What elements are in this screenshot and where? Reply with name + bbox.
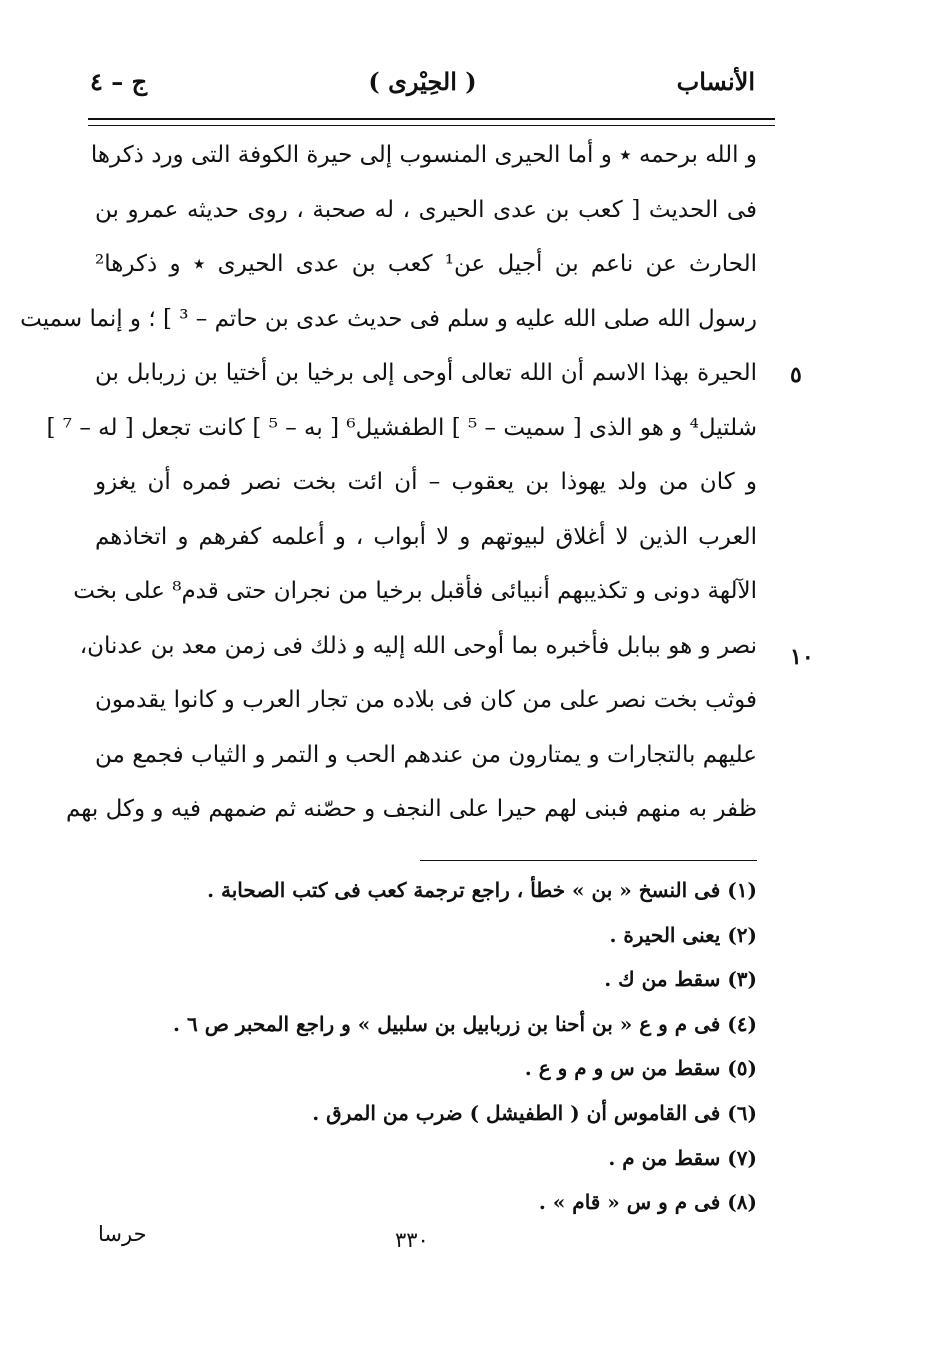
footnote: (٣) سقط من ك . xyxy=(604,967,757,992)
footnote: (٦) فى القاموس أن ( الطفيشل ) ضرب من المرق . xyxy=(312,1100,757,1125)
text-line: شلتيل⁴ و هو الذى [ سميت – ⁵ ] الطفشيل⁶ [ به – ⁵ ] كانت تجعل [ له – ⁷ ] xyxy=(46,414,757,441)
footnote: (٤) فى م و ع « بن أحنا بن زربابيل بن سلبيل » و راجع المحبر ص ٦ . xyxy=(173,1011,757,1036)
text-line: رسول الله صلى الله عليه و سلم فى حديث عدى بن حاتم – ³ ] ؛ و إنما سميت xyxy=(20,305,757,332)
header-volume: ج – ٤ xyxy=(90,67,148,96)
text-line: فى الحديث [ كعب بن عدى الحيرى ، له صحبة ، روى حديثه عمرو بن xyxy=(95,196,757,223)
header-entry-title: ( الحِيْرى ) xyxy=(368,67,477,96)
margin-line-number-5: ٥ xyxy=(790,362,802,388)
text-line: عليهم بالتجارات و يمتارون من عندهم الحب و التمر و الثياب فجمع من xyxy=(95,741,757,768)
text-line: و كان من ولد يهوذا بن يعقوب – أن ائت بخت نصر فمره أن يغزو xyxy=(95,469,757,495)
text-line: الحارث عن ناعم بن أجيل عن¹ كعب بن عدى الحيرى ٭ و ذكرها² xyxy=(95,251,757,277)
margin-line-number-10: ١٠ xyxy=(790,644,814,670)
footnotes xyxy=(137,868,757,1225)
text-line: فوثب بخت نصر على من كان فى بلاده من تجار العرب و كانوا يقدمون xyxy=(95,687,757,713)
text-line: نصر و هو ببابل فأخبره بما أوحى الله إليه و ذلك فى زمن معد بن عدنان، xyxy=(79,632,757,659)
text-line: ظفر به منهم فبنى لهم حيرا على النجف و حصّنه ثم ضمهم فيه و وكل بهم xyxy=(65,796,757,822)
footnote-separator xyxy=(420,860,757,861)
footnote: (٨) فى م و س « قام » . xyxy=(538,1190,757,1215)
main-text xyxy=(20,128,757,837)
text-line: العرب الذين لا أغلاق لبيوتهم و لا أبواب ، و أعلمه كفرهم و اتخاذهم xyxy=(95,523,757,550)
footnote: (٢) يعنى الحيرة . xyxy=(609,922,757,947)
text-line: و الله برحمه ٭ و أما الحيرى المنسوب إلى حيرة الكوفة التى ورد ذكرها xyxy=(90,142,757,168)
footnote: (٥) سقط من س و م و ع . xyxy=(524,1056,757,1081)
footnote: (١) فى النسخ « بن » خطأ ، راجع ترجمة كعب فى كتب الصحابة . xyxy=(207,878,757,902)
text-line: الآلهة دونى و تكذيبهم أنبيائى فأقبل برخيا من نجران حتى قدم⁸ على بخت xyxy=(73,578,757,604)
text-line: الحيرة بهذا الاسم أن الله تعالى أوحى إلى برخيا بن أختيا بن زربابل بن xyxy=(95,360,757,386)
header-rule xyxy=(88,118,775,126)
printer-signature: حرسا xyxy=(98,1222,147,1246)
header-book-title: الأنساب xyxy=(676,67,755,96)
footnote: (٧) سقط من م . xyxy=(608,1145,757,1170)
page-header xyxy=(90,62,755,102)
page-number: ٣٣٠ xyxy=(395,1228,429,1252)
